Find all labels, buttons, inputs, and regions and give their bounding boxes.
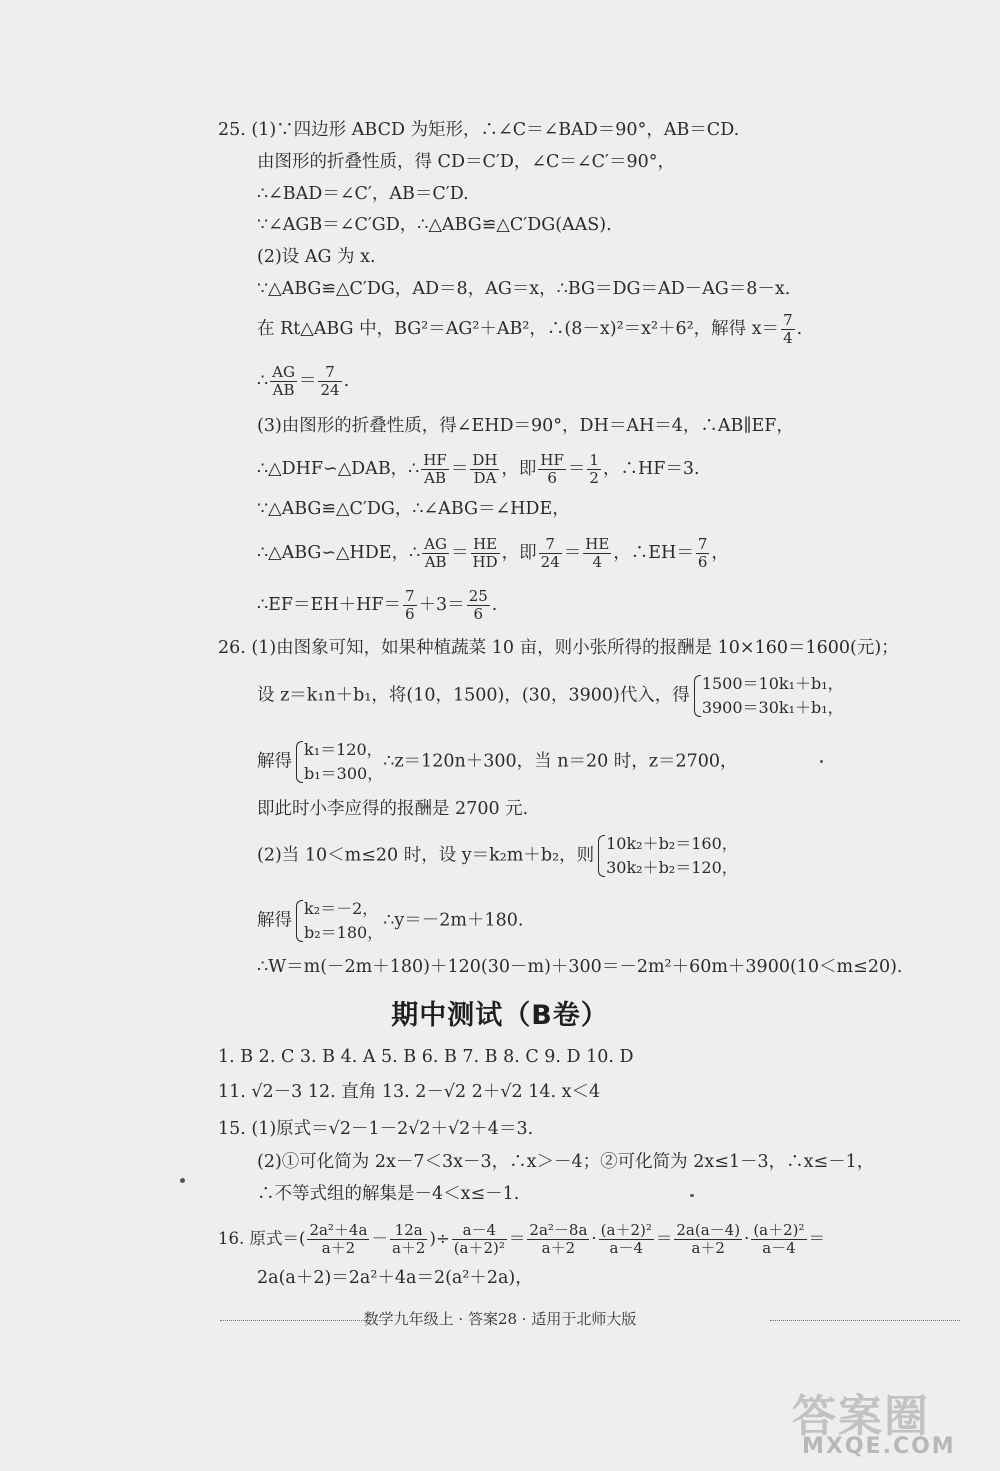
q25-line-6: ∵△ABG≌△C′DG，AD＝8，AG＝x，∴BG＝DG＝AD－AG＝8－x. [257,279,791,299]
q15-line-2: (2)①可化简为 2x－7＜3x－3，∴x＞－4；②可化简为 2x≤1－3，∴x≤－1， [257,1152,875,1172]
footer-rule-right [770,1320,960,1321]
q25-line-9: (3)由图形的折叠性质，得∠EHD＝90°，DH＝AH＝4，∴AB∥EF， [257,416,794,436]
fraction: $\frac{7}{6}$ [405,587,415,623]
q26-line-1: 26. (1)由图象可知，如果种植蔬菜 10 亩，则小张所得的报酬是 10×160＝1600(元)； [218,638,899,658]
fraction: $\frac{2a(a-4)}{a+2}$ [676,1221,741,1257]
watermark-text: 答案圈 [792,1391,930,1442]
watermark-url: MXQE.COM [802,1434,956,1459]
scan-speck [820,760,823,763]
q16-line-2: 2a(a＋2)＝2a²＋4a＝2(a²＋2a)， [257,1268,533,1288]
watermark-logo [782,1380,982,1470]
q25-line-3: ∴∠BAD＝∠C′，AB＝C′D. [257,184,469,204]
fraction: $\frac{AG}{AB}$ [272,363,295,399]
q25-line-11: ∵△ABG≌△C′DG，∴∠ABG＝∠HDE， [257,499,570,519]
footer-rule-left [220,1320,380,1321]
answers-11-14: 11. √2－3 12. 直角 13. 2－√2 2＋√2 14. x＜4 [218,1082,601,1102]
q25-line-7: 在 Rt△ABG 中，BG²＝AG²＋AB²，∴(8－x)²＝x²＋6²，解得 x＝ $\frac{7}{4}$ . [257,311,803,347]
fraction: $\frac{a-4}{\text{(a＋2)²}}$ [453,1221,505,1257]
q26-line-5: (2)当 10＜m≤20 时，设 y＝k₂m＋b₂，则 10k₂＋b₂＝160， 30k₂＋b₂＝120， [257,832,738,880]
fraction: $\frac{7}{24}$ [320,363,340,399]
scan-speck [690,1194,694,1197]
fraction: $\frac{\text{(a＋2)²}}{a-4}$ [753,1221,805,1257]
fraction: $\frac{HF}{AB}$ [423,451,447,487]
fraction: $\frac{7}{6}$ [697,535,708,571]
q25-line-4: ∵∠AGB＝∠C′GD，∴△ABG≌△C′DG(AAS). [257,215,612,235]
q15-line-1: 15. (1)原式＝√2－1－2√2＋√2＋4＝3. [218,1119,534,1139]
fraction: $\frac{7}{4}$ [783,311,793,347]
answers-1-10: 1. B 2. C 3. B 4. A 5. B 6. B 7. B 8. C 9. D 10. D [218,1047,634,1067]
q25-line-12: ∴△ABG∽△HDE，∴ $\frac{AG}{AB}$ ＝ $\frac{HE}{HD}$ ，即 $\frac{7}{24}$ ＝ $\frac{HE}{4}$ ，∴EH＝ $\frac{7}{6}$ ， [257,535,729,571]
fraction: $\frac{HE}{HD}$ [472,535,498,571]
fraction: $\frac{HE}{4}$ [585,535,610,571]
equation-system: 1500＝10k₁＋b₁， 3900＝30k₁＋b₁， [692,672,844,720]
equation-system: 10k₂＋b₂＝160， 30k₂＋b₂＝120， [596,832,738,880]
q25-line-1: 25. (1)∵四边形 ABCD 为矩形，∴∠C＝∠BAD＝90°，AB＝CD. [218,120,740,140]
q25-line-5: (2)设 AG 为 x. [257,247,376,267]
q26-line-7: ∴W＝m(－2m＋180)＋120(30－m)＋300＝－2m²＋60m＋3900(10＜m≤20). [257,957,903,977]
q25-line-7-text: 在 Rt△ABG 中，BG²＝AG²＋AB²，∴(8－x)²＝x²＋6²，解得 x＝ [257,319,780,339]
fraction: $\frac{\text{2a²－8a}}{a+2}$ [529,1221,588,1257]
section-title: 期中测试（B卷） [391,1000,609,1031]
fraction: $\frac{\text{2a²＋4a}}{a+2}$ [309,1221,368,1257]
fraction: $\frac{12a}{a+2}$ [391,1221,426,1257]
fraction: $\frac{AG}{AB}$ [424,535,448,571]
equation-system: k₁＝120， b₁＝300， [294,738,383,786]
q26-line-4: 即此时小李应得的报酬是 2700 元. [257,799,529,819]
q15-line-3: ∴不等式组的解集是－4＜x≤－1. [257,1184,520,1204]
q25-line-8: ∴ $\frac{AG}{AB}$ ＝ $\frac{7}{24}$ . [257,363,350,399]
footer-text: 数学九年级上 · 答案28 · 适用于北师大版 [363,1310,637,1328]
q25-line-10: ∴△DHF∽△DAB，∴ $\frac{HF}{AB}$ ＝ $\frac{DH}{DA}$ ，即 $\frac{HF}{6}$ ＝ $\frac{1}{2}$ ，∴HF＝3. [257,451,700,487]
q25-line-13: ∴EF＝EH＋HF＝ $\frac{7}{6}$ ＋3＝ $\frac{25}{6}$ . [257,587,498,623]
fraction: $\frac{7}{24}$ [540,535,560,571]
equation-system: k₂＝－2， b₂＝180， [294,897,383,945]
fraction: $\frac{HF}{6}$ [540,451,564,487]
q26-line-3: 解得 k₁＝120， b₁＝300， ∴z＝120n＋300，当 n＝20 时，z＝2700， [257,738,738,786]
page-footer [0,1308,1000,1329]
q25-line-2: 由图形的折叠性质，得 CD＝C′D，∠C＝∠C′＝90°， [257,152,675,172]
fraction: $\frac{DH}{DA}$ [472,451,498,487]
q16-line-1: 16. 原式＝( $\frac{\text{2a²＋4a}}{a+2}$ － $\frac{12a}{a+2}$ )÷ $\frac{a-4}{\text{(a＋2)²}}$ ＝ $\frac{\text{2a²－8a}}{a+2}$ · $\frac{\text{(a＋2)²}}{a-4}$ ＝ $\frac{2a(a-4)}{a+2}$ · $\frac{\text{(a＋2)²}}{a-4}$ ＝ [218,1221,826,1257]
q26-line-6: 解得 k₂＝－2， b₂＝180， ∴y＝－2m＋180. [257,897,523,945]
fraction: $\frac{25}{6}$ [468,587,488,623]
q26-line-2: 设 z＝k₁n＋b₁，将(10，1500)，(30，3900)代入，得 1500＝10k₁＋b₁， 3900＝30k₁＋b₁， [257,672,844,720]
fraction: $\frac{\text{(a＋2)²}}{a-4}$ [600,1221,652,1257]
fraction: $\frac{1}{2}$ [589,451,599,487]
scan-speck [180,1178,185,1183]
